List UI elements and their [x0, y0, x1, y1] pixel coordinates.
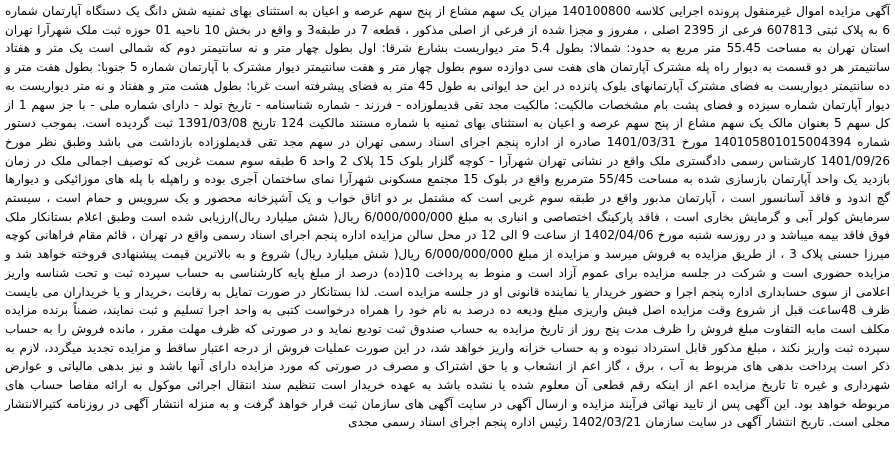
auction-notice-text: آگهی مزایده اموال غیرمنقول پرونده اجرایی کلاسه 140100800 میزان یک سهم مشاع از پنج سهم عرصه و اعیان به استثنای بهای ثمنیه شش دانگ یک دستگاه آپارتمان شماره 6 به پلاک ثبتی 607813 فرعی از 2395 اصلی ، مفروز و مجزا شده از فرعی از اصلی مذکور ، قطعه 7 در طبقه3 و واقع در بخش 10 ناحیه 01 حوزه ثبت ملک شهرآرا تهران استان تهران به مساحت 55.45 متر مربع به حدود: شمالا: بطول 5.4 متر دیواریست بشارع شرقا: اول بطول چهار متر و نه سانتیمتر دوم که شمالی است یک متر و هفتاد سانتیمتر هر دو قسمت به دیوار راه پله مشترک آپارتمان های هفت سی دوازده سوم بطول چهار متر و هفت سانتیمتر دیوار مشترک با آپارتمان شماره 5 جنوبا: بطول هفت متر و ده سانتیمتر دیواریست به فضای مشترک آپارتمانهای بلوک پانزده در این حد ایوانی به طول 45 متر به فضای پیشرفته است غربا: بطول هشت متر و هفتاد و نه متر دیواریست به دیوار آپارتمان شماره سیزده و فضای پشت بام مشخصات مالکیت: مالکیت مجد تقی قدیملوزاده - فرزند - شماره شناسنامه - تاریخ تولد - دارای شماره ملی - با جز سهم 1 از کل سهم 5 بعنوان مالک یک سهم مشاع از پنج سهم عرصه و اعیان به استثنای بهای ثمنیه با شماره مستند مالکیت 124 تاریخ 1391/03/08 ثبت گردیده است. بموجب دستور شماره 140105801015004394 مورخ 1401/03/31 صادره از اداره پنجم اجرای اسناد رسمی تهران در سهم مجد تقی قدیملوزاده بازداشت می باشد وطبق نظر مورخ 1401/09/26 کارشناس رسمی دادگستری ملک واقع در نشانی تهران شهرآرا - کوچه گلزار بلوک 15 پلاک 2 واحد 6 طبقه سوم سمت غربی که توصیف اجمالی ملک در زمان بازدید یک واحد آپارتمان بازسازی شده به مساحت 55/45 مترمربع واقع در بلوک 15 مجتمع مسکونی شهرآرا نمای ساختمان آجری بوده و راهپله با پله های موزائیکی و دیوارها گچ اندود و فاقد آسانسور است ، آپارتمان مذبور واقع در طبقه سوم غربی است که مشتمل بر دو اتاق خواب و یک آشپزخانه محصور و یک سرویس و حمام است ، سیستم سرمایش کولر آبی و گرمایش بخاری است ، فاقد پارکینگ اختصاصی و انباری به مبلغ 6/000/000/000 ریال( شش میلیارد ریال)ارزیابی شده است وطبق اعلام بستانکار ملک فوق فاقد بیمه میباشد و در روزسه شنبه مورخ 1402/04/06 از ساعت 9 الی 12 در محل سالن مزایده اداره پنجم اجرای اسناد رسمی واقع در تهران ، قائم مقام فراهانی کوچه میرزا حسنی پلاک 3 ، از طریق مزایده به فروش میرسد و مزایده از مبلغ 6/000/000/000 ریال( شش میلیارد ریال) شروع و به بالاترین قیمت پیشنهادی فروخته خواهد شد و مزایده حضوری است و شرکت در جلسه مزایده برای عموم آزاد است و منوط به پرداخت 10(ده) درصد از مبلغ پایه کارشناسی به حساب سپرده ثبت و تحت شناسه واریز اعلامی از سوی حسابداری اداره پنجم اجرا و حضور خریدار یا نماینده قانونی او در جلسه مزایده است. لذا بستانکار در صورت تمایل به رقابت ،خریدار و یا خریداران می بایست ظرف 48ساعت قبل از شروع وقت مزایده اصل فیش واریزی مبلغ ودیعه ده درصد به نام خود را همراه درخواست کتبی به واحد اجرا تسلیم و ثبت نمایند، ضمناً برنده مزایده مکلف است مابه التفاوت مبلغ فروش را ظرف مدت پنج روز از تاریخ مزایده به حساب صندوق ثبت تودیع نماید و در صورتی که ظرف مهلت مقرر ، مانده فروش را به حساب سپرده ثبت واریز نکند ، مبلغ مذکور قابل استرداد نبوده و به حساب خزانه واریز خواهد شد، در این صورت عملیات فروش از درجه اعتبار ساقط و مزایده تجدید میگردد، لازم به ذکر است پرداخت بدهی های مربوط به آب ، برق ، گاز اعم از انشعاب و یا حق اشتراک و مصرف در صورتی که مورد مزایده دارای آنها باشد و نیز بدهی مالیاتی و عوارض شهرداری و غیره تا تاریخ مزایده اعم از اینکه رقم قطعی آن معلوم شده یا نشده باشد به عهده خریدار است تنظیم سند انتقال اجرائی موکول به ارائه مفاصا حساب های مربوطه خواهد بود. این آگهی پس از تایید نهائی فرآیند مزایده و ارسال آگهی در سایت آگهی های سازمان ثبت قرار خواهد گرفت و به منزله انتشار آگهی در روزنامه کثیرالانتشار محلی است. تاریخ انتشار آگهی در سایت سازمان 1402/03/21 رئیس اداره پنجم اجرای اسناد رسمی مجدی [5, 4, 891, 430]
